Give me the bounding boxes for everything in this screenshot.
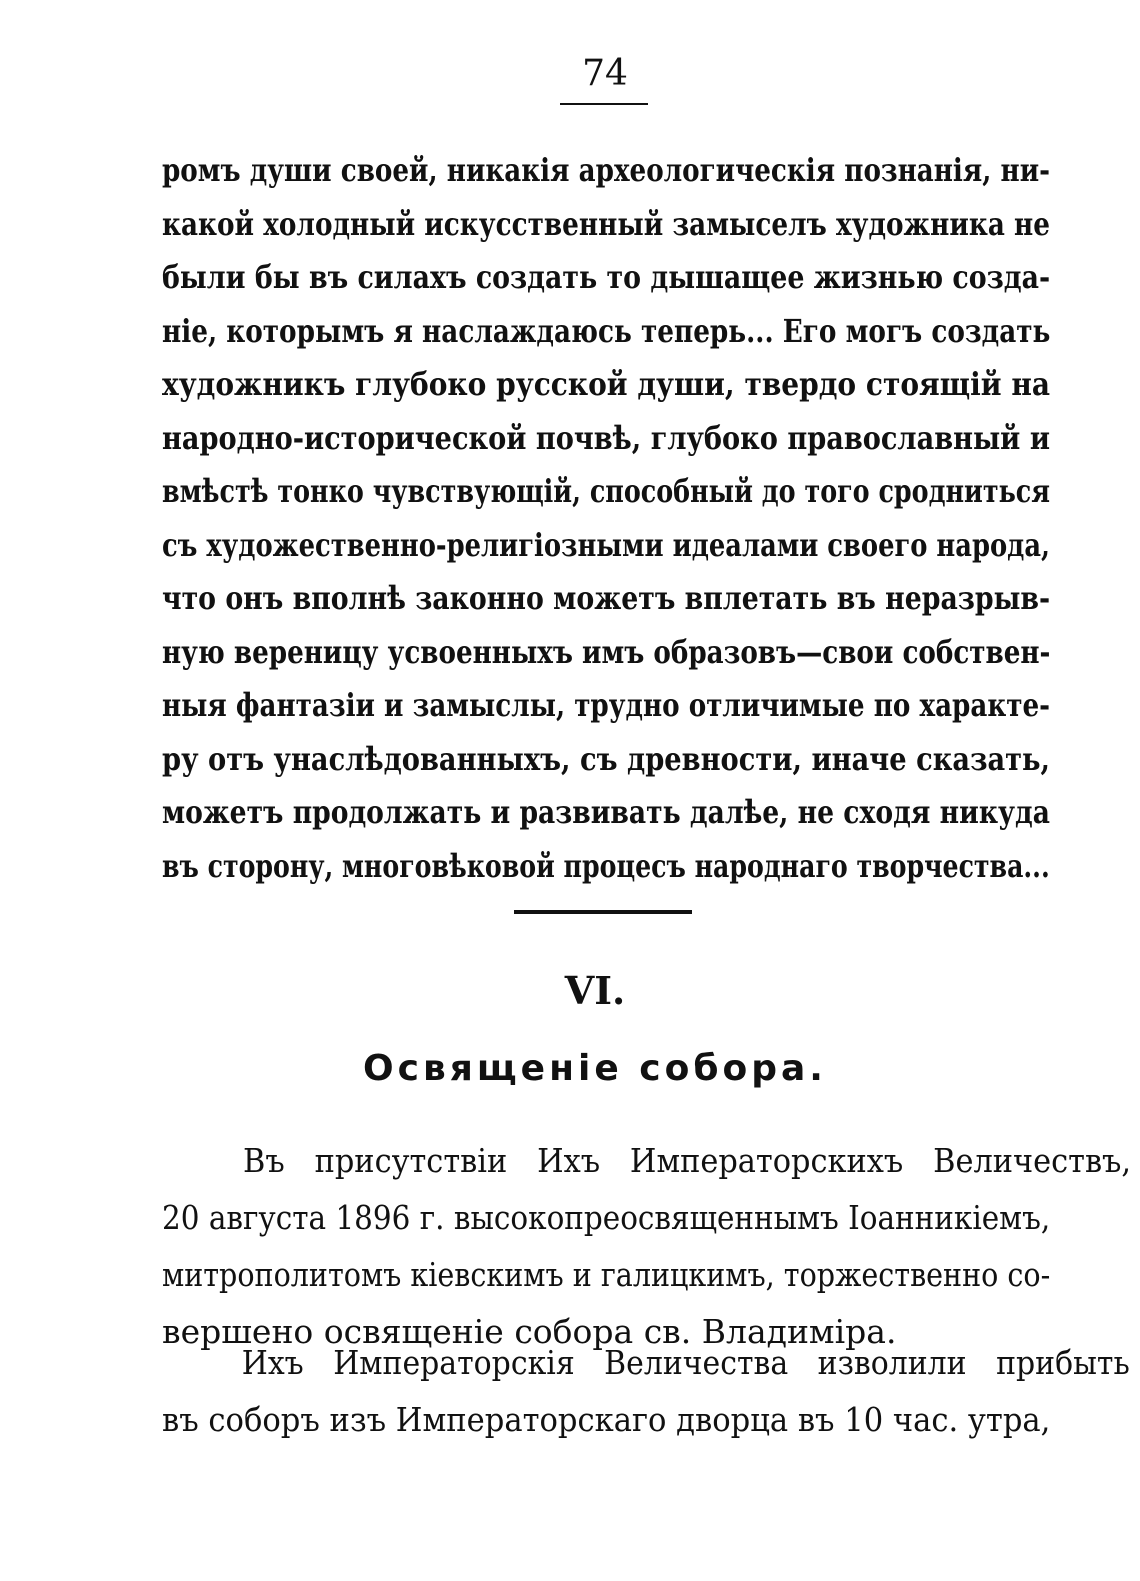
continuation-paragraph (162, 144, 1050, 893)
text-line: можетъ продолжать и развивать далѣе, не сходя никуда (162, 793, 1050, 831)
text-line: ныя фантазіи и замыслы, трудно отличимые по характе- (162, 686, 1050, 724)
text-line: ромъ души своей, никакія археологическія познанія, ни- (162, 151, 1050, 189)
text-line: митрополитомъ кіевскимъ и галицкимъ, торжественно со- (162, 1255, 1051, 1294)
text-line: въ сторону, многовѣковой процесъ народнаго творчества... (162, 846, 1050, 885)
text-line: ніе, которымъ я наслаждаюсь теперь... Его могъ создать (162, 311, 1051, 350)
text-line: что онъ вполнѣ законно можетъ вплетать въ неразрыв- (162, 579, 1051, 617)
section-number: VI. (564, 968, 626, 1013)
text-line: Ихъ Императорскія Величества изволили прибыть (241, 1343, 1130, 1382)
text-line: какой холодный искусственный замыселъ художника не (162, 204, 1050, 243)
text-line: ную вереницу усвоенныхъ имъ образовъ—свои собствен- (162, 632, 1051, 671)
text-line: Въ присутствіи Ихъ Императорскихъ Величествъ, (243, 1141, 1132, 1180)
text-line: вершено освященіе собора св. Владиміра. (162, 1312, 897, 1351)
page-number: 74 (582, 53, 628, 94)
text-line: вмѣстѣ тонко чувствующій, способный до того сродниться (162, 472, 1050, 510)
page-number-rule (560, 103, 648, 105)
paragraph-consecration (162, 1132, 1132, 1360)
text-line: въ соборъ изъ Императорскаго дворца въ 10 час. утра, (162, 1400, 1051, 1439)
text-line: художникъ глубоко русской души, твердо стоящій на (162, 365, 1050, 403)
section-divider (514, 910, 692, 914)
text-line: 20 августа 1896 г. высокопреосвященнымъ Іоанникіемъ, (162, 1198, 1051, 1237)
text-line: ру отъ унаслѣдованныхъ, съ древности, иначе сказать, (162, 739, 1051, 778)
text-line: народно-исторической почвѣ, глубоко православный и (162, 418, 1050, 457)
text-line: съ художественно-религіозными идеалами своего народа, (162, 525, 1050, 564)
text-line: были бы въ силахъ создать то дышащее жизнью созда- (162, 258, 1051, 296)
section-title: Освященіе собора. (363, 1048, 827, 1089)
paragraph-arrival (162, 1334, 1130, 1448)
